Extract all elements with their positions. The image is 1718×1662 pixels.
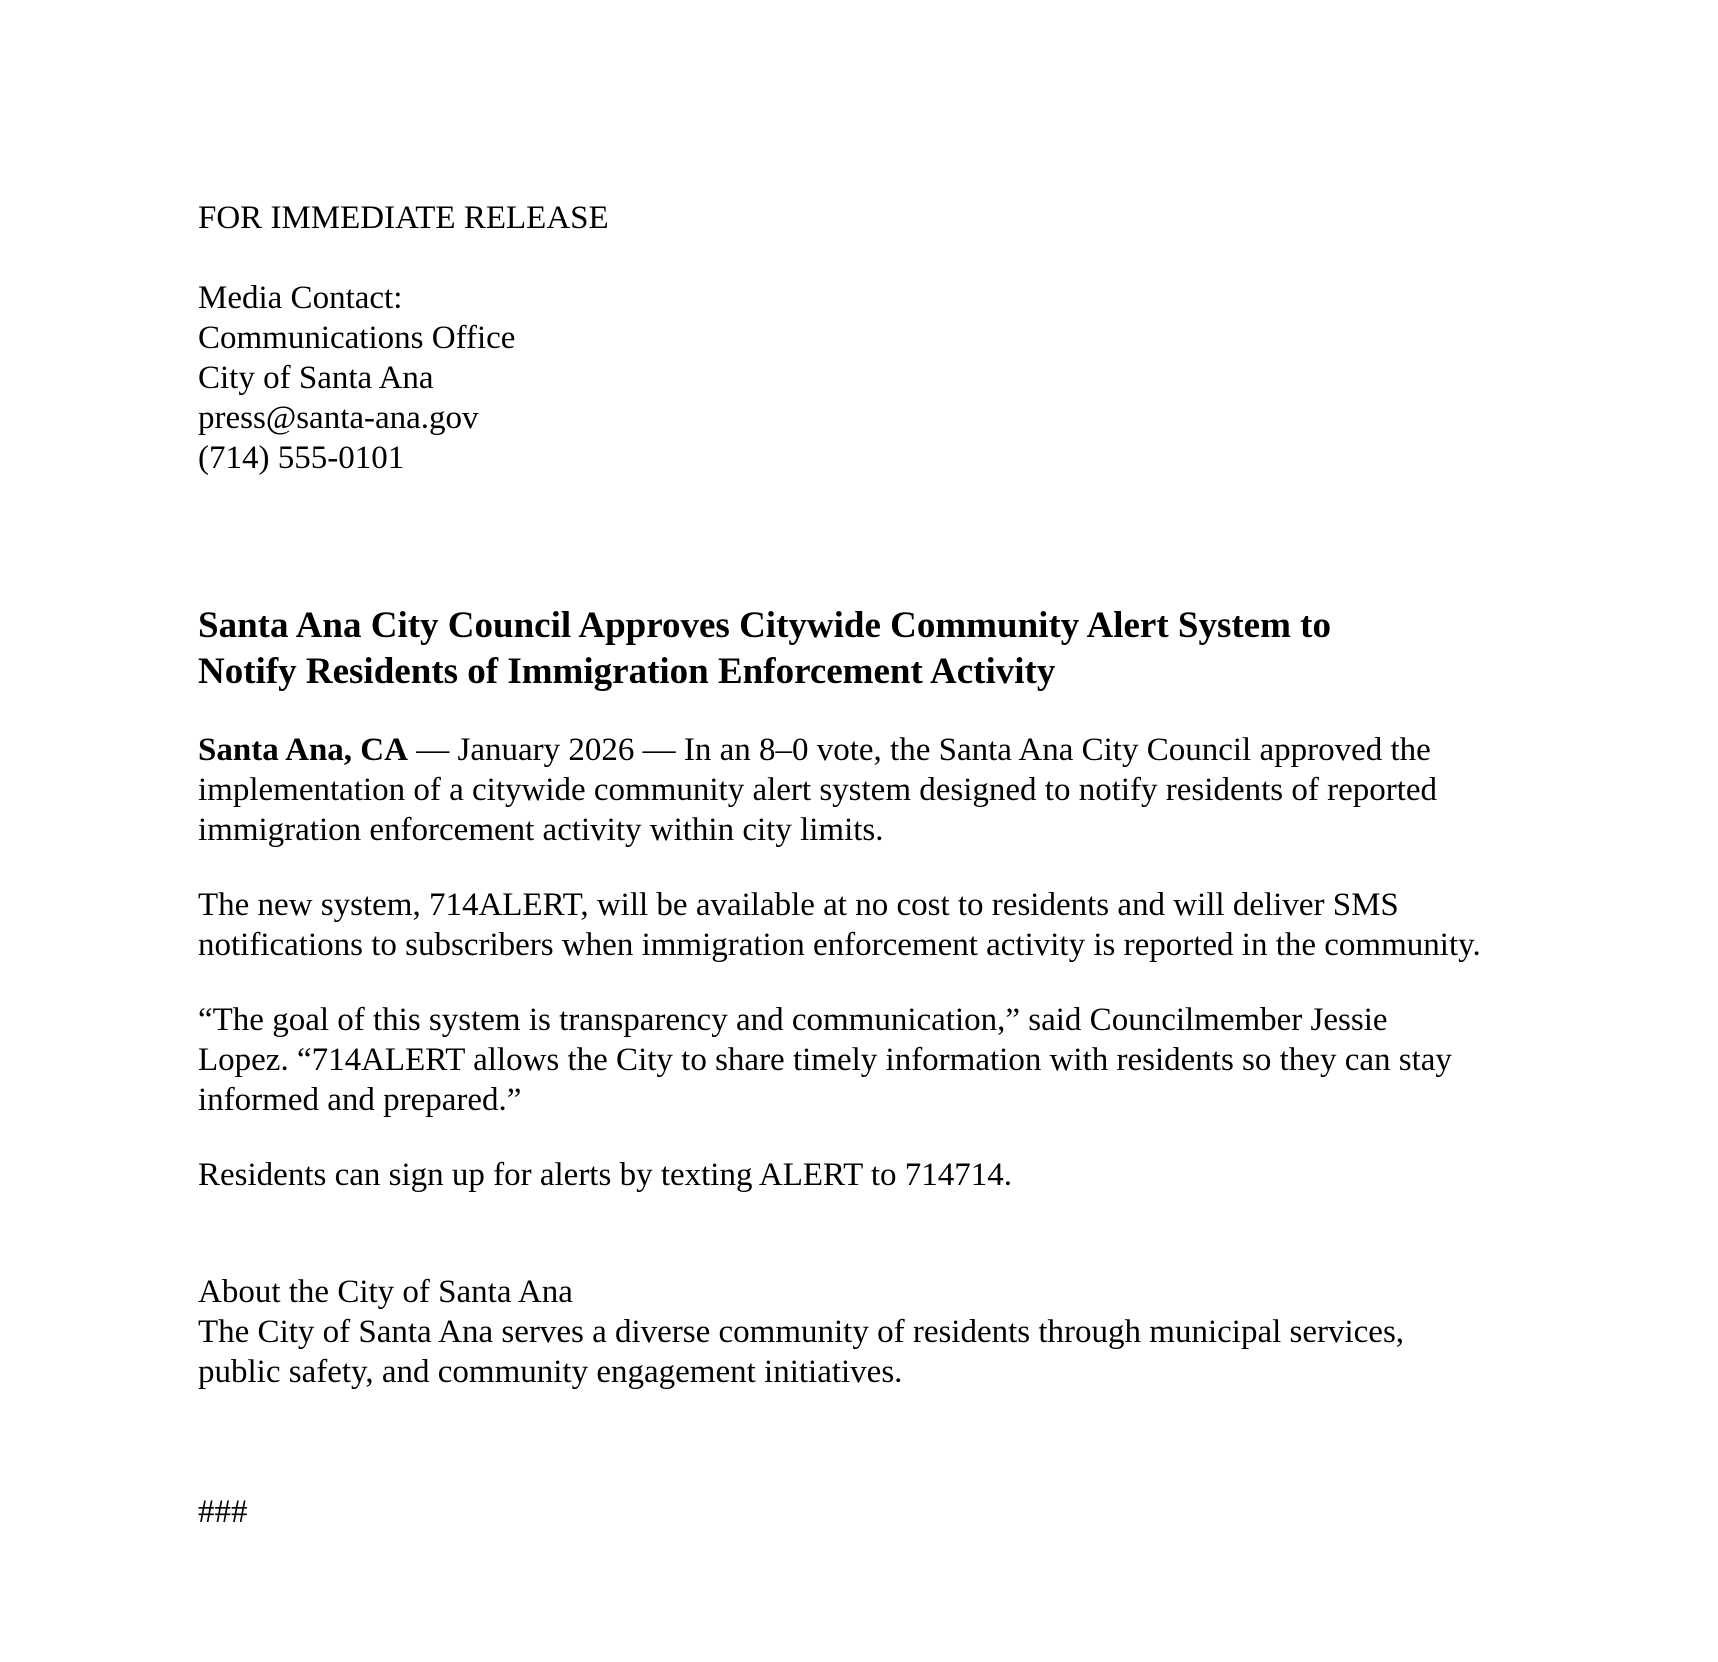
lead-paragraph	[198, 730, 1558, 850]
contact-email: press@santa-ana.gov	[198, 400, 479, 436]
contact-organization: City of Santa Ana	[198, 360, 434, 396]
quote-line: informed and prepared.”	[198, 1082, 522, 1118]
contact-office: Communications Office	[198, 320, 516, 356]
quote-line: Lopez. “714ALERT allows the City to share timely information with residents so they can stay	[198, 1042, 1452, 1078]
end-mark	[198, 1492, 1558, 1532]
lead-line	[198, 730, 1558, 770]
quote-line: “The goal of this system is transparency and communication,” said Councilmember Jessie	[198, 1002, 1388, 1038]
signup-paragraph	[198, 1155, 1558, 1195]
quote-paragraph	[198, 1000, 1558, 1120]
lead-text: — January 2026 — In an 8–0 vote, the Santa Ana City Council approved the	[407, 732, 1431, 768]
lead-line: implementation of a citywide community alert system designed to notify residents of reported	[198, 772, 1438, 808]
contact-phone: (714) 555-0101	[198, 440, 405, 476]
about-section	[198, 1272, 1558, 1392]
system-line: The new system, 714ALERT, will be available at no cost to residents and will deliver SMS	[198, 887, 1399, 923]
about-line: The City of Santa Ana serves a diverse community of residents through municipal services,	[198, 1314, 1405, 1350]
about-line: public safety, and community engagement initiatives.	[198, 1354, 903, 1390]
release-label: FOR IMMEDIATE RELEASE	[198, 200, 609, 236]
media-contact-block	[198, 278, 1558, 478]
signup-line: Residents can sign up for alerts by texting ALERT to 714714.	[198, 1157, 1013, 1193]
headline	[198, 603, 1558, 695]
dateline: Santa Ana, CA	[198, 732, 408, 768]
headline-line: Santa Ana City Council Approves Citywide Community Alert System to	[198, 605, 1331, 646]
system-paragraph	[198, 885, 1558, 965]
lead-line: immigration enforcement activity within city limits.	[198, 812, 884, 848]
press-release-body	[198, 198, 1558, 1532]
system-line: notifications to subscribers when immigration enforcement activity is reported in the community.	[198, 927, 1481, 963]
headline-line: Notify Residents of Immigration Enforcement Activity	[198, 651, 1056, 692]
end-mark-text: ###	[198, 1494, 248, 1530]
contact-heading: Media Contact:	[198, 280, 403, 316]
about-heading: About the City of Santa Ana	[198, 1274, 573, 1310]
